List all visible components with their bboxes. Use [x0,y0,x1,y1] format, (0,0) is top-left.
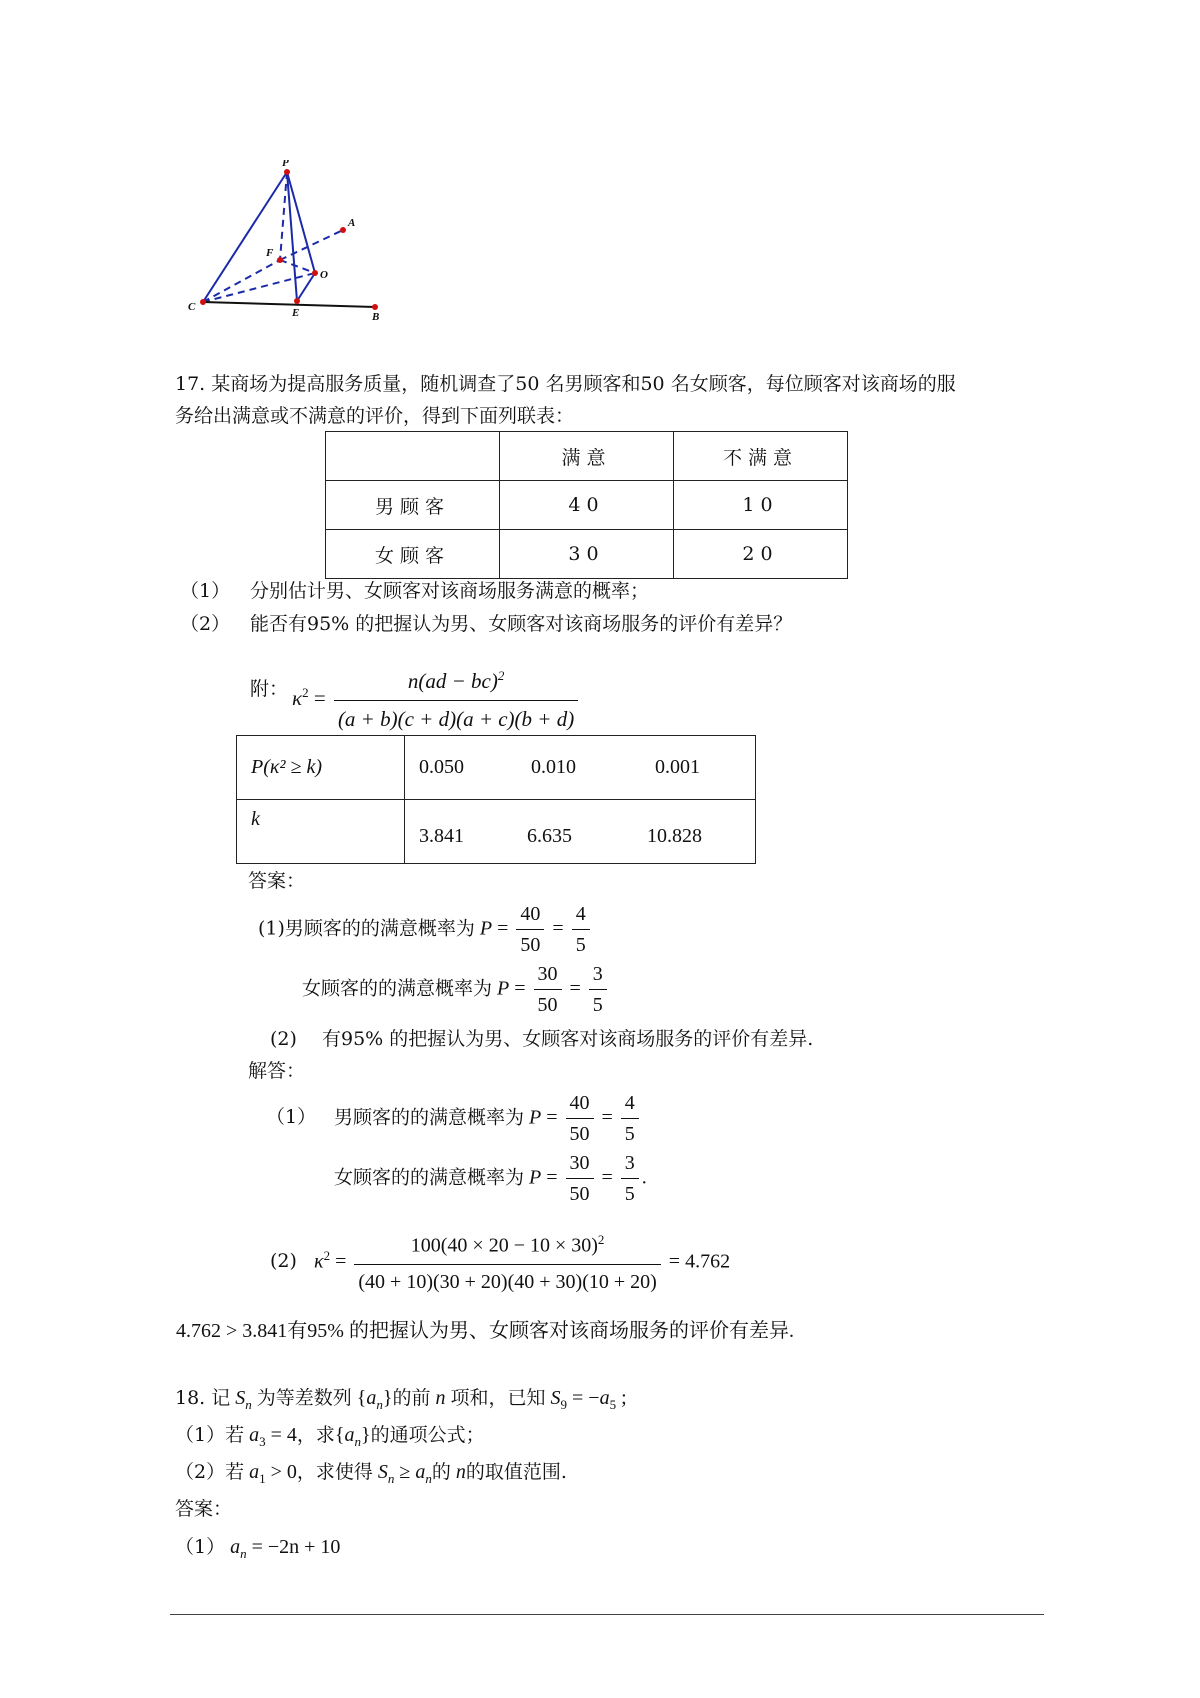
q18-line2: （1）若 $a_3 = 4$，求$\{a_n\}$的通项公式； [175,1424,485,1449]
q17-answer-2-number: (2) [270,1028,297,1050]
label-B: B [372,311,380,323]
pyramid-figure [180,160,400,360]
label-P: P [282,160,289,169]
table-cell: 6.635 [527,824,572,847]
appendix-label: 附： [250,678,289,700]
q17-line2: 务给出满意或不满意的评价，得到下面列联表： [175,405,575,427]
q17-solution-label: 解答： [248,1060,306,1082]
q18-answer-1: （1） $a_n = -2n + 10$ [175,1536,341,1561]
q17-line1: 17. 某商场为提高服务质量，随机调查了50 名男顾客和50 名女顾客，每位顾客对该商场的服 [175,373,956,395]
table-cell: 30 [500,530,674,579]
contingency-table [325,431,848,579]
formula-denominator: (a + b)(c + d)(a + c)(b + d) [334,700,578,732]
q18-answer-label: 答案： [175,1498,233,1520]
table-row [237,736,756,800]
critical-value-table [236,735,756,864]
footer-divider [170,1614,1044,1615]
q17-answer-1-female: 女顾客的的满意概率为 P = $\frac{30}{50}$ = $\frac{3}{5}$ [302,963,610,1017]
ptable-row1-label: P(κ² ≥ k) [237,736,405,800]
table-cell: 40 [500,481,674,530]
table-cell: 3.841 [419,824,464,847]
table-cell: 0.010 [531,756,576,778]
q17-solution-1-female: 女顾客的的满意概率为 P = $\frac{30}{50}$ = $\frac{3}{5}$ . [334,1152,647,1205]
label-F: F [266,247,274,259]
table-row [326,432,848,481]
table-header-cell [326,432,500,481]
table-header-cell: 满意 [500,432,674,481]
edge-CB [203,302,375,307]
q17-solution-1-male: 男顾客的的满意概率为 P = $\frac{40}{50}$ = $\frac{4}{5}$ [334,1092,642,1146]
table-row [326,530,848,579]
edge-PF [280,172,287,260]
table-cell: 女顾客 [326,530,500,579]
q17-answer-1-male: (1)男顾客的的满意概率为 P = $\frac{40}{50}$ = $\frac{4}{5}$ [258,903,593,957]
table-cell: 0.001 [655,756,700,778]
table-cell: 10 [674,481,848,530]
edge-CF [203,260,280,302]
label-A: A [348,217,356,229]
edge-FO [280,260,315,273]
q17-solution-2-formula: $\kappa^2$ = $\frac{100(40 \times 20 - 10 \times 30)^2}{(40 + 10)(30 + 20)(40 + 30)(10 + 20)}$ = 4.762 [314,1232,731,1293]
q17-sub1-text: 分别估计男、女顾客对该商场服务满意的概率； [250,580,650,602]
label-C: C [188,301,196,313]
q17-conclusion: 4.762 > 3.841有95% 的把握认为男、女顾客对该商场服务的评价有差异. [176,1320,794,1342]
label-O: O [320,269,328,281]
table-cell: 10.828 [647,824,702,847]
table-cell: 0.050 [419,756,464,778]
q17-solution-2-number: (2) [270,1250,297,1272]
q17-sub1-number: （1） [180,580,231,602]
q17-answer-2-text: 有95% 的把握认为男、女顾客对该商场服务的评价有差异. [322,1028,814,1050]
formula-kappa: κ [292,685,303,710]
q17-sub2-number: （2） [180,613,231,635]
table-row [326,481,848,530]
chi-square-formula: $\kappa^2$ = $\frac{n(ad - bc)^2}{(a + b)(c + d)(a + c)(b + d)}$ [292,668,581,732]
formula-fraction: $\frac{n(ad - bc)^2}{(a + b)(c + d)(a + c)(b + d)}$ [334,668,578,732]
label-E: E [292,307,300,319]
q18-line3: （2）若 $a_1 > 0$，求使得 $S_n \ge a_n$的 n的取值范围. [175,1461,567,1486]
table-row [237,800,756,864]
edge-FA [280,230,343,260]
ptable-row2-values [405,800,756,864]
ptable-row1-values [405,736,756,800]
q17-sub2-text: 能否有95% 的把握认为男、女顾客对该商场服务的评价有差异？ [250,613,793,635]
table-cell: 20 [674,530,848,579]
q17-answer-label: 答案： [248,870,306,892]
q17-solution-1-number: （1） [266,1106,317,1128]
ptable-row2-label: k [237,800,405,864]
table-header-cell: 不满意 [674,432,848,481]
formula-numerator: n(ad − bc) [407,669,498,693]
table-cell: 男顾客 [326,481,500,530]
q18-line1: 18. 记 $S_n$ 为等差数列 $\{a_n\}$的前 n 项和，已知 $S_9 = -a_5$ ; [175,1387,627,1412]
